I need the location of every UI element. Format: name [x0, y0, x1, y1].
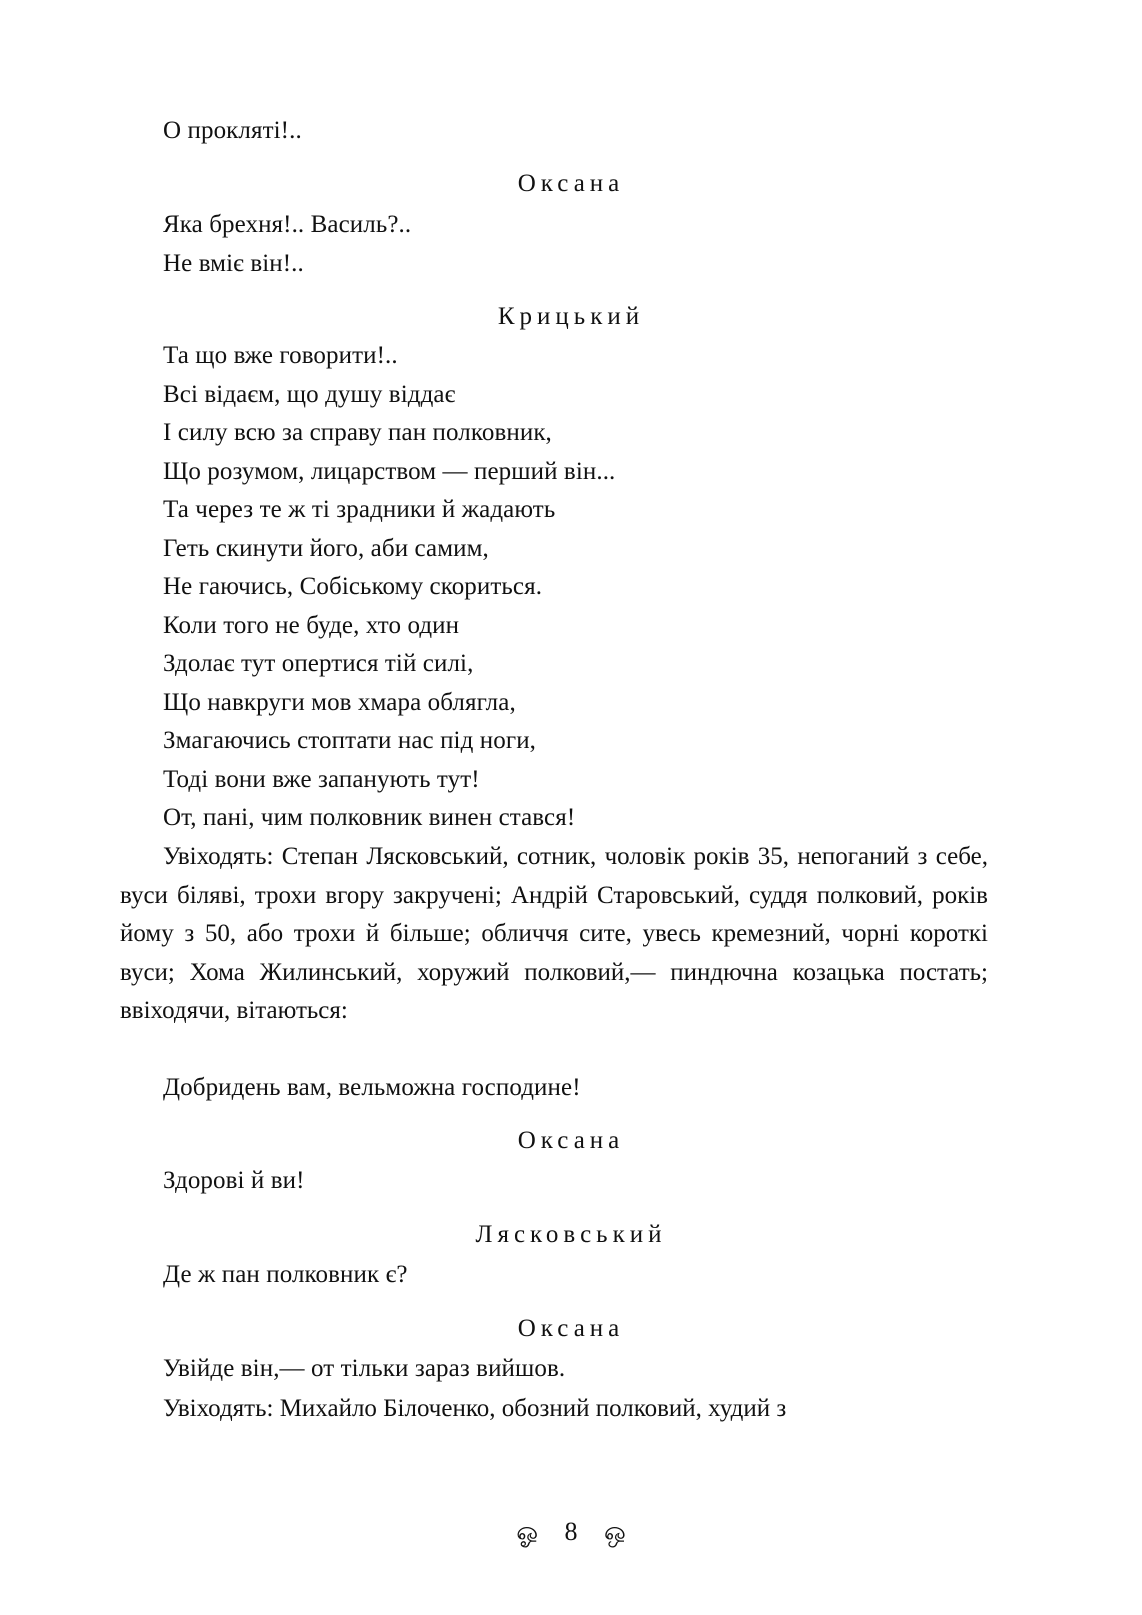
speaker-name: Оксана	[517, 170, 625, 197]
text-line: Здолає тут опертися тій силі,	[163, 650, 474, 677]
text-line: І силу всю за справу пан полковник,	[163, 419, 552, 446]
text-line: Не гаючись, Собіському скориться.	[163, 573, 543, 600]
text-line: О прокляті!..	[163, 117, 302, 144]
text-line: Коли того не буде, хто один	[163, 612, 460, 639]
speaker-name: Крицький	[497, 303, 645, 330]
page-footer	[0, 1517, 1142, 1547]
ornament-left-icon: ஓ	[516, 1517, 538, 1546]
text-line: Яка брехня!.. Василь?..	[163, 211, 412, 238]
text-line: Не вміє він!..	[163, 250, 304, 277]
text-line: От, пані, чим полковник винен стався!	[163, 804, 576, 831]
text-line: Добридень вам, вельможна господине!	[163, 1074, 581, 1101]
speaker-name: Оксана	[517, 1315, 625, 1342]
stage-direction: Увіходять: Михайло Білоченко, обозний полковий, худий з	[163, 1395, 787, 1422]
stage-direction: Увіходять: Степан Лясковський, сотник, чоловік років 35, непоганий з себе, вуси біляві, трохи вгору закручені; Андрій Старовський, суддя полковий, років йому з 50, або трохи й більше; обличчя сите, увесь кремезний, чорні короткі вуси; Хома Жилинський, хоружий полковий,— пиндючна козацька постать; ввіходячи, вітаються:	[120, 843, 988, 1025]
ornament-right-icon: ஒ	[604, 1517, 626, 1546]
speaker-name: Лясковський	[475, 1221, 667, 1248]
text-line: Де ж пан полковник є?	[163, 1261, 408, 1288]
text-line: Та що вже говорити!..	[163, 342, 398, 369]
text-line: Геть скинути його, аби самим,	[163, 535, 489, 562]
speaker-name: Оксана	[517, 1127, 625, 1154]
text-line: Тоді вони вже запанують тут!	[163, 766, 480, 793]
text-line: Увійде він,— от тільки зараз вийшов.	[163, 1355, 566, 1382]
text-line: Здорові й ви!	[163, 1167, 305, 1194]
text-line: Змагаючись стоптати нас під ноги,	[163, 727, 537, 754]
text-line: Всі відаєм, що душу віддає	[163, 381, 456, 408]
text-line: Та через те ж ті зрадники й жадають	[163, 496, 556, 523]
text-line: Що розумом, лицарством — перший він...	[163, 458, 616, 485]
text-line: Що навкруги мов хмара облягла,	[163, 689, 516, 716]
page-number: 8	[564, 1517, 578, 1546]
